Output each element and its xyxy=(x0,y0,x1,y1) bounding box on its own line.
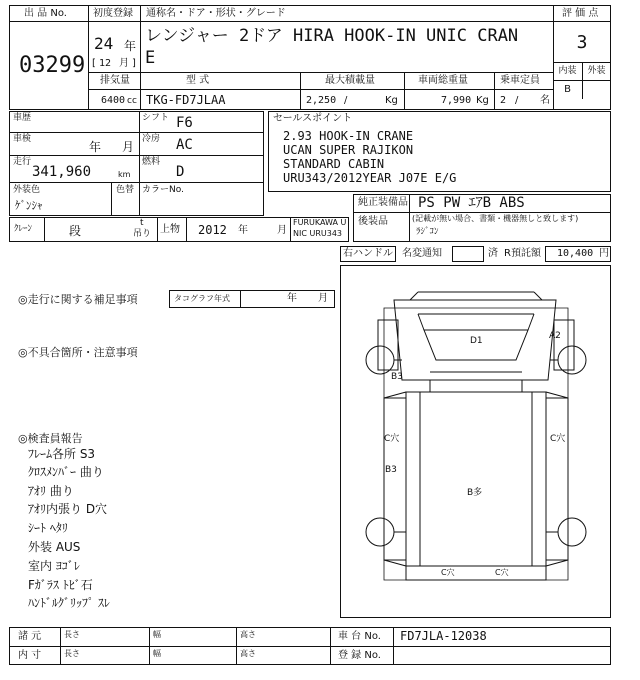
divider xyxy=(157,217,158,242)
capacity-sep: / xyxy=(515,95,519,106)
shift-value: F6 xyxy=(176,115,193,131)
damage-mark-b3-top: B3 xyxy=(391,372,403,382)
damage-mark-c-right: C穴 xyxy=(550,434,566,444)
crane-lift-label: 吊り xyxy=(133,229,152,239)
capacity-label: 乗車定員 xyxy=(500,75,540,86)
inspector-line: ｼｰﾄ ﾍﾀﾘ xyxy=(28,521,68,535)
divider xyxy=(353,212,611,213)
inspector-line: 外装 AUS xyxy=(28,540,81,554)
inspection-label: 車検 xyxy=(13,134,32,144)
sales-point-line: 2.93 HOOK-IN CRANE xyxy=(283,129,414,143)
crane-lift-t: t xyxy=(140,218,144,228)
color-change-label: 色替 xyxy=(116,185,135,195)
upper-year-unit: 年 xyxy=(238,225,248,236)
vehicle-title-line1: レンジャー 2ドア HIRA HOOK-IN UNIC CRAN xyxy=(145,26,519,46)
ac-value: AC xyxy=(176,137,193,153)
dims-label: 諸 元 xyxy=(18,631,42,642)
divider xyxy=(44,217,45,242)
ac-label: 冷房 xyxy=(142,134,161,144)
first-reg-month: 12 xyxy=(99,58,112,69)
mileage-value: 341,960 xyxy=(32,164,92,180)
first-reg-month-open: [ xyxy=(92,58,96,69)
sales-point-line: UCAN SUPER RAJIKON xyxy=(283,143,414,157)
divider xyxy=(9,182,264,183)
upper-month-unit: 月 xyxy=(277,225,287,236)
recall-done-label: 済 xyxy=(488,248,498,259)
inspector-line: ﾌﾚｰﾑ各所 S3 xyxy=(28,447,96,461)
shift-label: シフト xyxy=(142,113,170,123)
divider xyxy=(111,182,112,216)
displacement-unit: cc xyxy=(127,96,137,106)
dims-height-label: 高さ xyxy=(240,630,256,639)
inspector-line: ﾊﾝﾄﾞﾙｸﾞﾘｯﾌﾟ ｽﾚ xyxy=(28,596,110,610)
divider xyxy=(553,80,611,81)
defects-label: ◎不具合箇所・注意事項 xyxy=(18,346,138,359)
interior-length-label: 長さ xyxy=(64,649,80,658)
grade-score: 3 xyxy=(576,32,588,53)
color-no-label: カラーNo. xyxy=(142,185,184,195)
damage-mark-b-main: B多 xyxy=(467,488,483,498)
inspection-month-unit: 月 xyxy=(122,140,135,154)
crane-stage-unit: 段 xyxy=(69,224,82,238)
first-reg-month-close: ] xyxy=(132,58,136,69)
r-deposit-unit: 円 xyxy=(599,248,609,259)
r-deposit-label: R預託額 xyxy=(504,248,541,259)
displacement-value: 6400 xyxy=(101,95,126,106)
upper-label: 上物 xyxy=(160,224,180,235)
equipment-value: PS PW ｴｱB ABS xyxy=(418,195,525,211)
interior-height-label: 高さ xyxy=(240,649,256,658)
first-reg-month-unit: 月 xyxy=(119,58,129,69)
inspector-line: Fｶﾞﾗｽ ﾄﾋﾞ石 xyxy=(28,578,93,592)
tachograph-month-unit: 月 xyxy=(318,293,328,304)
damage-mark-d1: D1 xyxy=(470,336,483,346)
lot-number: 03299 xyxy=(19,53,86,78)
interior-grade-value: B xyxy=(564,84,571,95)
fuel-label: 燃料 xyxy=(142,157,161,167)
divider xyxy=(290,217,291,242)
divider xyxy=(88,72,553,73)
divider xyxy=(330,627,331,665)
dims-length-label: 長さ xyxy=(64,630,80,639)
first-reg-label: 初度登録 xyxy=(93,8,133,19)
after-equipment-note: (記載が無い場合、書類・機器無しと致します) xyxy=(412,214,579,223)
divider xyxy=(393,627,394,665)
upper-year: 2012 xyxy=(198,223,227,237)
divider xyxy=(9,155,264,156)
tachograph-label: タコグラフ年式 xyxy=(174,294,230,303)
interior-grade-label: 内装 xyxy=(558,66,577,76)
upper-maker-line2: NIC URU343 xyxy=(293,229,343,238)
mileage-label: 走行 xyxy=(13,157,32,167)
name-label: 通称名・ドア・形状・グレード xyxy=(146,8,286,19)
inspector-line: ｱｵﾘ内張り D穴 xyxy=(28,502,108,516)
damage-mark-c-bottom-right: C穴 xyxy=(495,568,509,577)
driving-notes-label: ◎走行に関する補足事項 xyxy=(18,293,138,306)
registration-label: 登 録 No. xyxy=(338,650,381,661)
max-load-value: 2,250 xyxy=(306,95,337,106)
divider xyxy=(494,72,495,110)
divider xyxy=(236,627,237,665)
displacement-label: 排気量 xyxy=(100,75,130,86)
model-value: TKG-FD7JLAA xyxy=(146,93,226,107)
after-equipment-value: ﾗｼﾞｺﾝ xyxy=(416,227,439,237)
vehicle-title-line2: E xyxy=(145,48,156,68)
divider xyxy=(149,627,150,665)
fuel-value: D xyxy=(176,164,185,180)
after-equipment-label: 後装品 xyxy=(358,216,388,227)
max-load-label: 最大積載量 xyxy=(325,75,375,86)
chassis-value: FD7JLA-12038 xyxy=(400,629,487,643)
damage-mark-c-bottom-left: C穴 xyxy=(441,568,455,577)
damage-mark-a2: A2 xyxy=(549,331,561,341)
inspector-line: ｸﾛｽﾒﾝﾊﾞｰ 曲り xyxy=(28,465,104,479)
divider xyxy=(240,290,241,308)
dims-width-label: 幅 xyxy=(153,630,161,639)
name-change-label: 名変通知 xyxy=(402,248,442,259)
upper-maker-line1: FURUKAWA U xyxy=(293,218,347,227)
inspector-line: 室内 ﾖｺﾞﾚ xyxy=(28,559,80,573)
max-load-sep: / xyxy=(344,95,348,106)
r-deposit-value: 10,400 xyxy=(557,248,594,259)
divider xyxy=(9,646,611,647)
gross-weight-unit: Kg xyxy=(476,95,489,106)
grade-label: 評 価 点 xyxy=(562,8,599,19)
sales-point-line: URU343/2012YEAR J07E E/G xyxy=(283,171,457,185)
inspection-year-unit: 年 xyxy=(89,140,102,154)
lot-label: 出 品 No. xyxy=(24,8,67,19)
divider xyxy=(140,72,141,110)
gross-weight-label: 車両総重量 xyxy=(418,75,468,86)
damage-mark-b3-bottom: B3 xyxy=(385,465,397,475)
divider xyxy=(300,72,301,110)
ext-color-label: 外装色 xyxy=(13,185,41,195)
crane-label: ｸﾚｰﾝ xyxy=(14,224,33,234)
tachograph-year-unit: 年 xyxy=(287,293,297,304)
divider xyxy=(9,132,264,133)
truck-diagram-frame xyxy=(340,265,611,618)
divider xyxy=(409,194,410,242)
divider xyxy=(404,72,405,110)
damage-mark-c-left: C穴 xyxy=(384,434,400,444)
divider xyxy=(9,21,611,22)
gross-weight-value: 7,990 xyxy=(441,95,472,106)
history-label: 車歴 xyxy=(13,113,32,123)
max-load-unit: Kg xyxy=(385,95,398,106)
equipment-label: 純正装備品 xyxy=(358,197,408,208)
sales-points-label: セールスポイント xyxy=(273,113,353,124)
divider xyxy=(139,111,140,216)
inspector-line: ｱｵﾘ 曲り xyxy=(28,484,74,498)
first-reg-year: 24 xyxy=(94,34,114,53)
inspector-report-label: ◎検査員報告 xyxy=(18,432,83,445)
capacity-unit: 名 xyxy=(540,95,550,106)
capacity-value: 2 xyxy=(500,95,507,106)
exterior-grade-label: 外装 xyxy=(587,66,606,76)
first-reg-year-unit: 年 xyxy=(124,39,137,53)
right-handle-label: 右ハンドル xyxy=(343,248,393,259)
divider xyxy=(88,89,553,90)
mileage-unit: km xyxy=(118,170,131,179)
divider xyxy=(186,217,187,242)
chassis-label: 車 台 No. xyxy=(338,631,381,642)
interior-width-label: 幅 xyxy=(153,649,161,658)
interior-dims-label: 内 寸 xyxy=(18,650,42,661)
model-label: 型 式 xyxy=(186,75,210,86)
ext-color-value: ｹﾞﾝｼｬ xyxy=(15,199,43,212)
name-change-checkbox xyxy=(452,246,484,262)
divider xyxy=(60,627,61,665)
sales-point-line: STANDARD CABIN xyxy=(283,157,385,171)
